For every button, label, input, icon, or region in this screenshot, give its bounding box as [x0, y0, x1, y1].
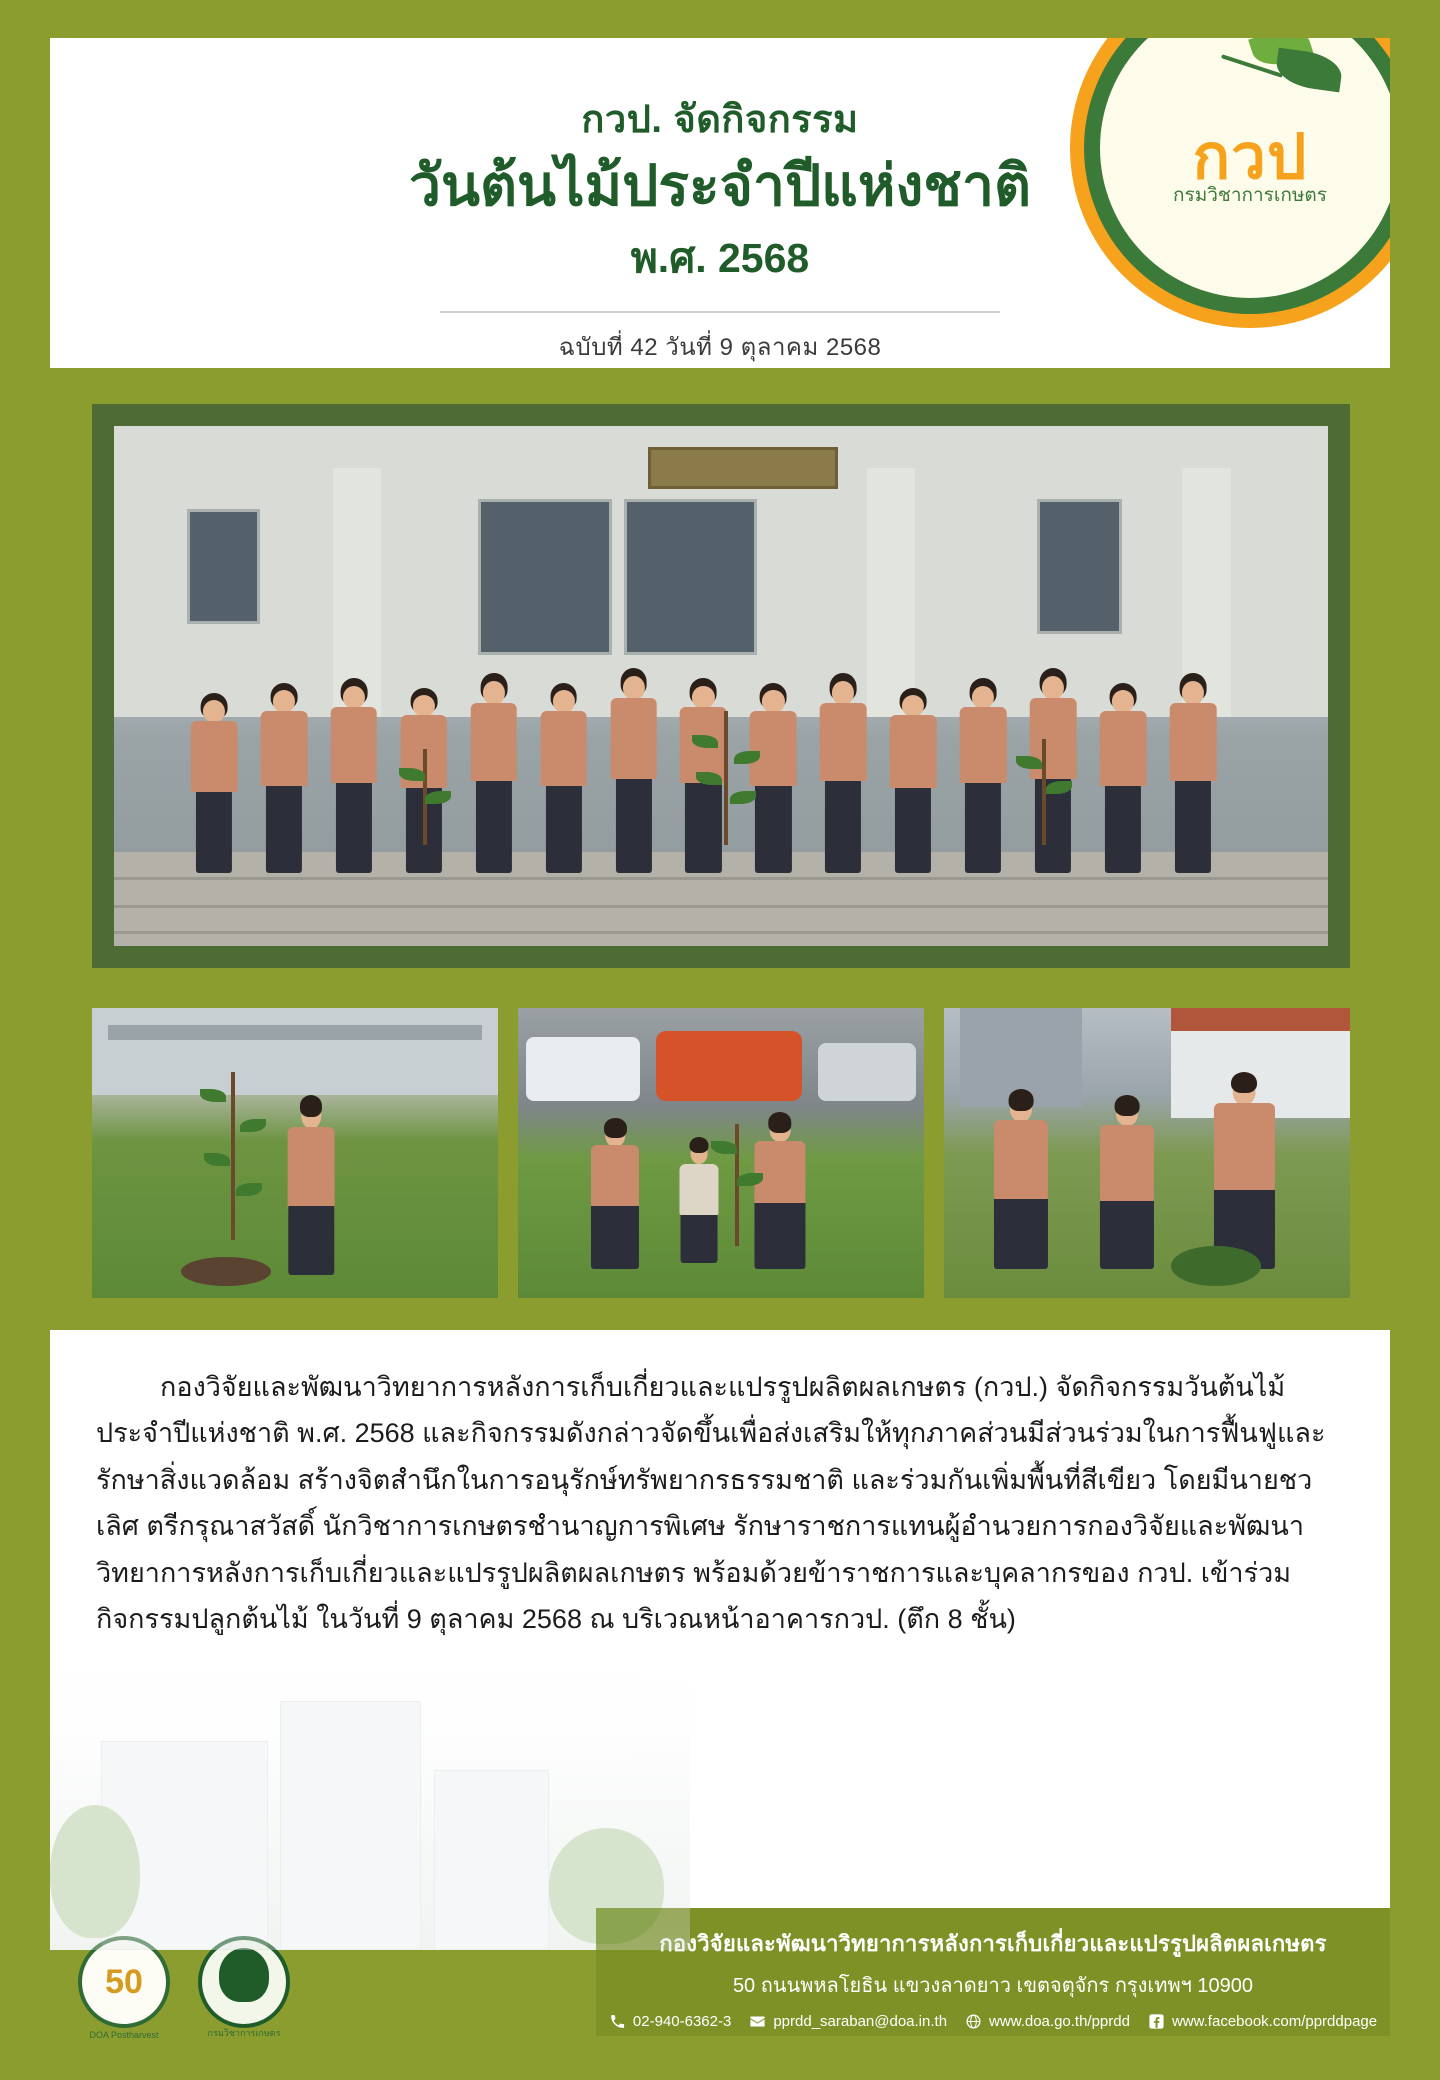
- person: [1094, 687, 1152, 874]
- body-paragraph: กองวิจัยและพัฒนาวิทยาการหลังการเก็บเกี่ยวและแปรรูปผลิตผลเกษตร (กวป.) จัดกิจกรรมวันต้นไม้ประจำปีแห่งชาติ พ.ศ. 2568 และกิจกรรมดังกล่าวจัดขึ้นเพื่อส่งเสริมให้ทุกภาคส่วนมีส่วนร่วมในการฟื้นฟูและรักษาสิ่งแวดล้อม สร้างจิตสำนึกในการอนุรักษ์ทรัพยากรธรรมชาติ และร่วมกันเพิ่มพื้นที่สีเขียว โดยมีนายชวเลิศ ตรีกรุณาสวัสดิ์ นักวิชาการเกษตรชำนาญการพิเศษ รักษาราชการแทนผู้อำนวยการกองวิจัยและพัฒนาวิทยาการหลังการเก็บเกี่ยวและแปรรูปผลิตผลเกษตร พร้อมด้วยข้าราชการและบุคลากรของ กวป. เข้าร่วมกิจกรรมปลูกต้นไม้ ในวันที่ 9 ตุลาคม 2568 ณ บริเวณหน้าอาคารกวป. (ตึก 8 ชั้น): [96, 1372, 1326, 1635]
- person: [255, 687, 313, 874]
- person: [884, 691, 942, 873]
- phone-icon: [609, 2013, 626, 2030]
- contact-facebook-text: www.facebook.com/pprddpage: [1171, 2013, 1378, 2030]
- page-subtitle: กวป. จัดกิจกรรม: [581, 99, 859, 141]
- hero-photo: [114, 426, 1328, 946]
- hero-photo-frame: [92, 404, 1350, 968]
- logo-subtitle: กรมวิชาการเกษตร: [1173, 185, 1327, 206]
- mail-icon: [749, 2013, 766, 2030]
- person: [325, 682, 383, 873]
- footer-bar: [596, 1908, 1390, 2036]
- backdrop-tree: [50, 1805, 140, 1938]
- sapling-plant: [395, 749, 455, 845]
- step-line: [114, 877, 1328, 880]
- contact-email-text: pprdd_saraban@doa.in.th: [773, 2013, 948, 2030]
- sapling-plant: [198, 1072, 268, 1240]
- fence-rail: [108, 1025, 482, 1040]
- backdrop-tree: [549, 1828, 664, 1944]
- photo-row: [92, 1008, 1350, 1298]
- parked-car-silver: [818, 1043, 915, 1101]
- person-kneeling: [279, 1095, 344, 1275]
- person: [954, 682, 1012, 873]
- footer-contacts: [620, 2013, 1378, 2030]
- soil-mound: [181, 1257, 270, 1286]
- sapling-foliage: [1171, 1246, 1260, 1287]
- seal-caption: กรมวิชาการเกษตร: [207, 2028, 281, 2038]
- photo-thumbnail-1: [92, 1008, 498, 1298]
- person-kneeling: [1090, 1095, 1163, 1269]
- emblem-icon: [219, 1948, 269, 2002]
- person-kneeling: [985, 1089, 1058, 1269]
- building-window: [624, 499, 758, 655]
- globe-icon: [965, 2013, 982, 2030]
- contact-website[interactable]: [965, 2013, 1130, 2030]
- seal-caption: DOA Postharvest: [89, 2030, 159, 2040]
- contact-website-text: www.doa.go.th/pprdd: [989, 2013, 1130, 2030]
- body-panel: [50, 1330, 1390, 1950]
- logo-acronym: กวป: [1192, 123, 1308, 192]
- footer-org-name: กองวิจัยและพัฒนาวิทยาการหลังการเก็บเกี่ยวและแปรรูปผลิตผลเกษตร: [659, 1931, 1327, 1956]
- backdrop-building: [434, 1770, 549, 1950]
- page-title-year: พ.ศ. 2568: [630, 234, 810, 281]
- photo-thumbnail-3: [944, 1008, 1350, 1298]
- step-line: [114, 931, 1328, 934]
- footer-address: 50 ถนนพหลโยธิน แขวงลาดยาว เขตจตุจักร กรุงเทพฯ 10900: [732, 1975, 1254, 1997]
- backdrop-building: [280, 1701, 421, 1950]
- sapling-plant: [1012, 739, 1076, 844]
- building-plaque: [648, 447, 838, 489]
- issue-line: ฉบับที่ 42 วันที่ 9 ตุลาคม 2568: [558, 333, 882, 361]
- organization-logo: [1070, 38, 1390, 328]
- person: [185, 696, 243, 873]
- person: [1164, 677, 1222, 873]
- crowd-of-people: [138, 634, 1303, 873]
- person-kneeling: [583, 1118, 648, 1269]
- background-photo-building: [50, 1660, 690, 1950]
- person: [814, 677, 872, 873]
- person-kneeling: [1204, 1072, 1285, 1269]
- step-line: [114, 905, 1328, 908]
- parked-car-white: [526, 1037, 640, 1101]
- page-title: วันต้นไม้ประจำปีแห่งชาติ: [408, 154, 1032, 218]
- facebook-icon: [1148, 2013, 1165, 2030]
- person: [465, 677, 523, 873]
- building-window: [187, 509, 260, 623]
- building-window: [1037, 499, 1122, 634]
- seal-number: 50: [105, 1962, 143, 2001]
- photo-thumbnail-2: [518, 1008, 924, 1298]
- header-panel: [50, 38, 1390, 368]
- person: [535, 687, 593, 874]
- contact-phone[interactable]: [609, 2013, 731, 2030]
- sapling-plant: [686, 711, 766, 845]
- photo-background-fence: [92, 1008, 498, 1095]
- parked-car-orange: [656, 1031, 802, 1101]
- building-window: [478, 499, 612, 655]
- building-roof: [1171, 1008, 1350, 1031]
- person: [604, 672, 662, 873]
- contact-phone-text: 02-940-6362-3: [632, 2013, 732, 2030]
- contact-email[interactable]: [749, 2013, 947, 2030]
- title-divider: [440, 311, 1000, 313]
- contact-facebook[interactable]: [1148, 2013, 1377, 2030]
- sapling-plant: [709, 1124, 765, 1246]
